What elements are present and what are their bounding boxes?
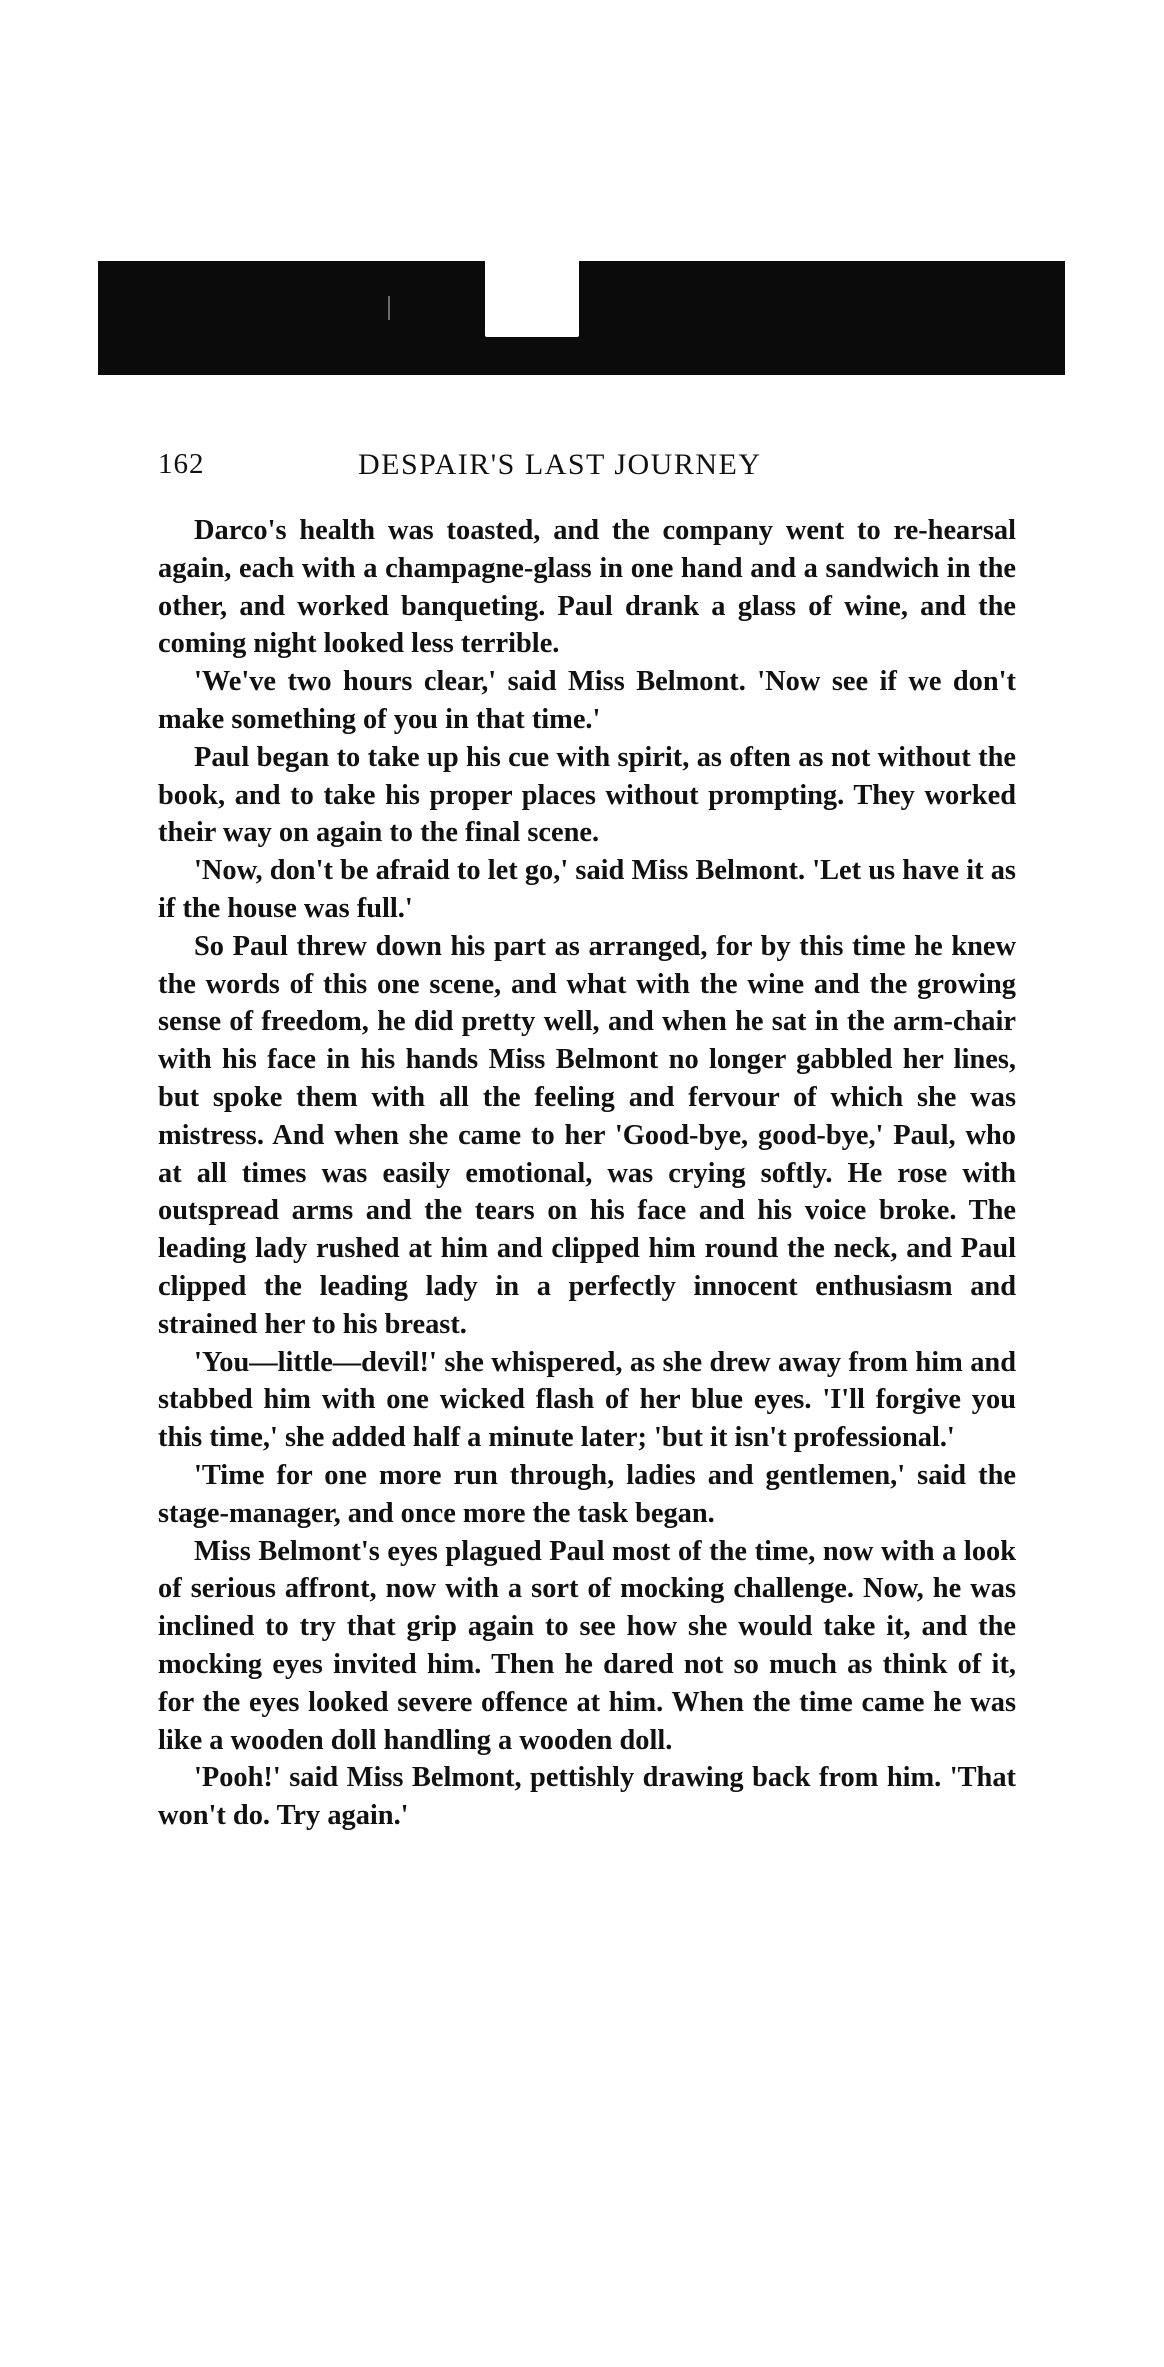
page-number: 162: [158, 448, 205, 480]
page-header: [158, 448, 1018, 488]
paragraph: 'We've two hours clear,' said Miss Belmont. 'Now see if we don't make something of you in that time.': [158, 666, 1016, 735]
black-band-artifact: [98, 261, 1065, 375]
paragraph: 'Pooh!' said Miss Belmont, pettishly drawing back from him. 'That won't do. Try again.': [158, 1762, 1016, 1832]
band-tick-artifact: [388, 296, 390, 320]
body-text: [158, 512, 1016, 1835]
running-title: DESPAIR'S LAST JOURNEY: [358, 448, 762, 481]
paragraph: Paul began to take up his cue with spirit, as often as not without the book, and to take his proper places without prompting. They worked their way on again to the final scene.: [158, 741, 1016, 849]
paragraph: 'You—little—devil!' she whispered, as she drew away from him and stabbed him with one wicked flash of her blue eyes. 'I'll forgive you this time,' she added half a minute later; 'but it isn't professional.': [158, 1346, 1016, 1454]
paragraph: Darco's health was toasted, and the company went to re-hearsal again, each with a champagne-glass in one hand and a sandwich in the other, and worked banqueting. Paul drank a glass of wine, and the coming night looked less terrible.: [158, 515, 1016, 660]
paragraph: So Paul threw down his part as arranged, for by this time he knew the words of this one scene, and what with the wine and the growing sense of freedom, he did pretty well, and when he sat in the arm-chair with his face in his hands Miss Belmont no longer gabbled her lines, but spoke them with all the feeling and fervour of which she was mistress. And when she came to her 'Good-bye, good-bye,' Paul, who at all times was easily emotional, was crying softly. He rose with outspread arms and the tears on his face and his voice broke. The leading lady rushed at him and clipped him round the neck, and Paul clipped the leading lady in a perfectly innocent enthusiasm and strained her to his breast.: [158, 930, 1016, 1340]
paragraph: 'Time for one more run through, ladies and gentlemen,' said the stage-manager, and once more the task began.: [158, 1459, 1016, 1529]
paragraph: Miss Belmont's eyes plagued Paul most of the time, now with a look of serious affront, now with a sort of mocking challenge. Now, he was inclined to try that grip again to see how she would take it, and the mocking eyes invited him. Then he dared not so much as think of it, for the eyes looked severe offence at him. When the time came he was like a wooden doll handling a wooden doll.: [158, 1535, 1016, 1756]
paragraph: 'Now, don't be afraid to let go,' said Miss Belmont. 'Let us have it as if the house was full.': [158, 855, 1016, 924]
band-gap-artifact: [485, 261, 579, 337]
